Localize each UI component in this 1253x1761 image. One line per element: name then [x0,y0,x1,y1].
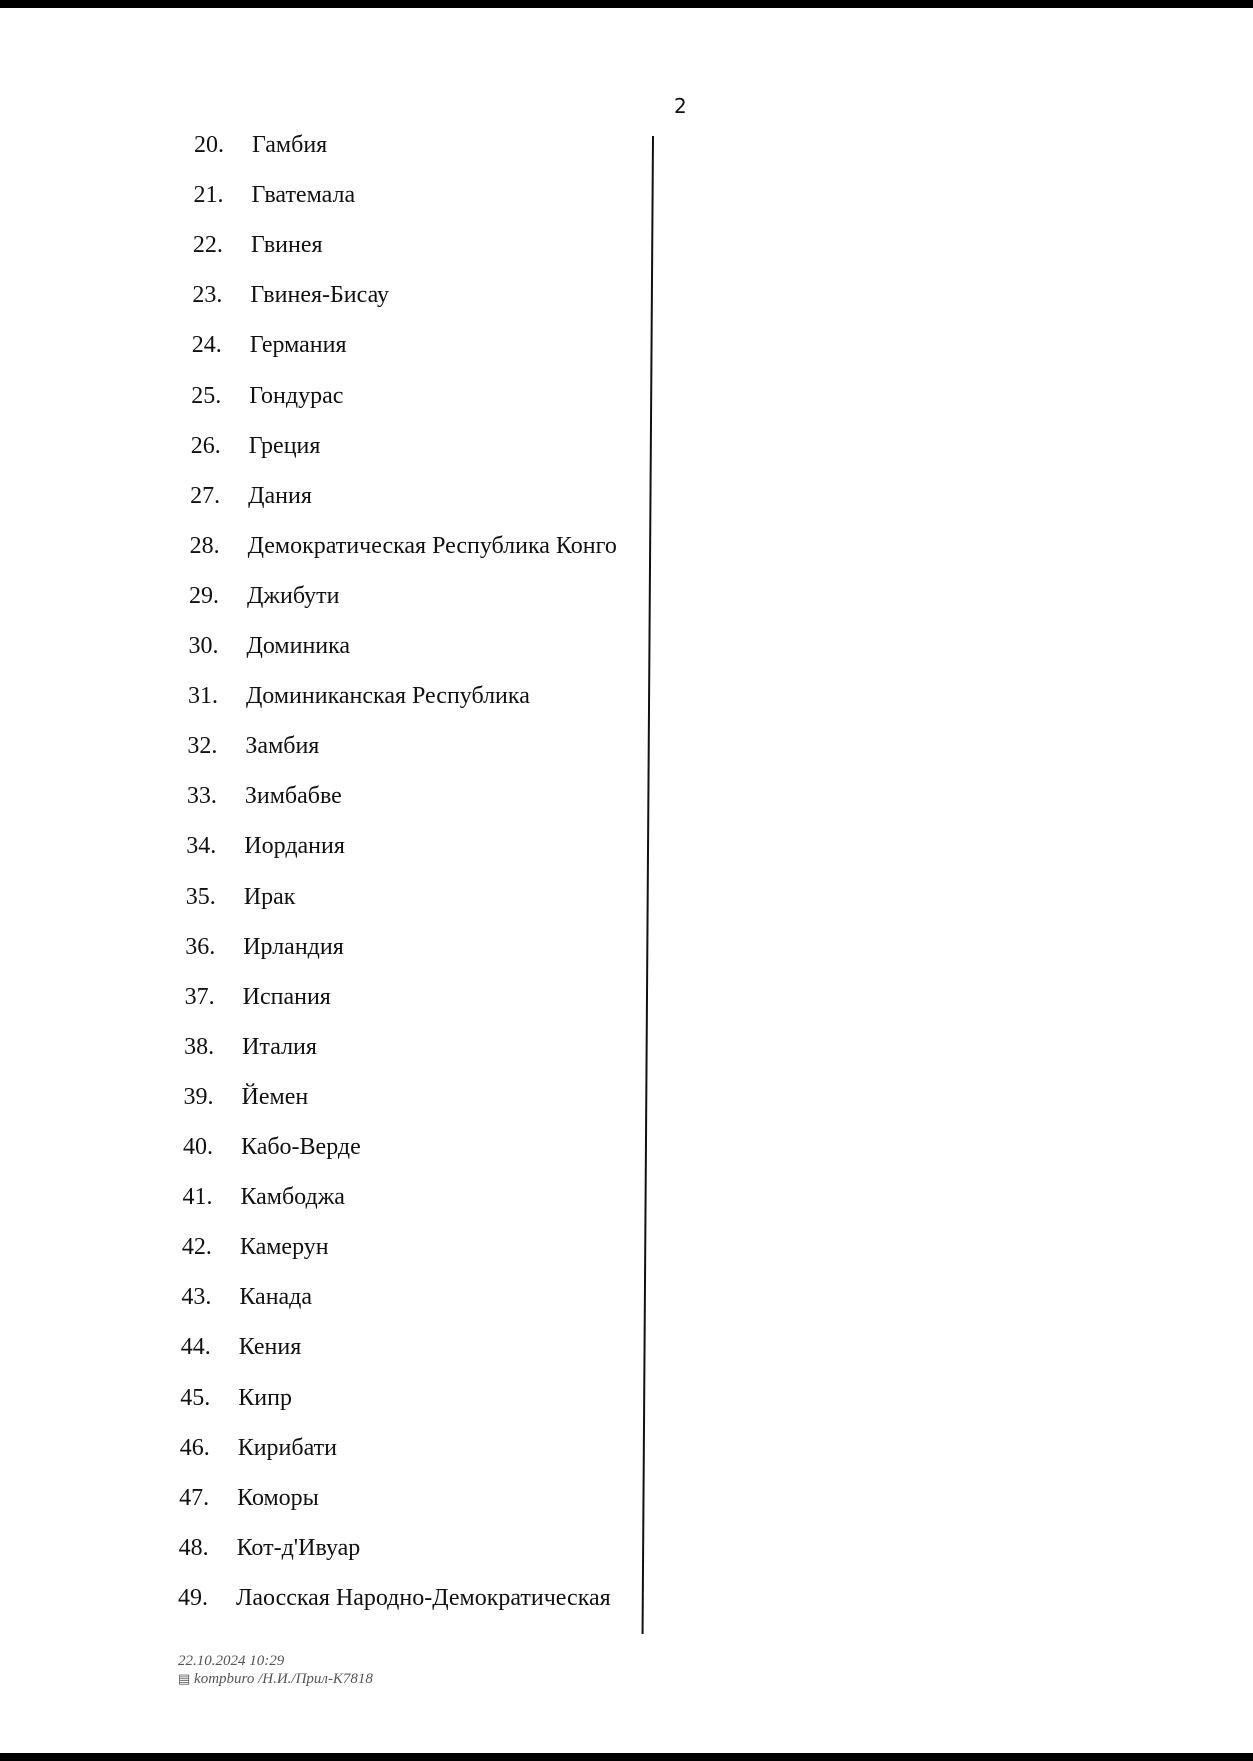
country-name: Греция [248,432,321,459]
item-number: 49. [178,1584,209,1611]
item-number: 22. [192,232,223,259]
country-name: Коморы [237,1484,319,1511]
list-item [185,930,344,964]
footer-path: kompburo /Н.И./Прил-К7818 [194,1671,373,1687]
item-number: 35. [185,883,216,910]
list-item [188,679,530,713]
list-item [191,429,321,463]
country-name: Кения [238,1334,302,1361]
item-number: 25. [191,382,222,409]
list-item [182,1180,345,1214]
country-name: Ирландия [243,933,344,960]
country-name: Кирибати [237,1434,337,1461]
country-name: Иордания [244,833,345,860]
item-number: 28. [189,532,220,559]
country-name: Йемен [241,1083,309,1110]
list-item [187,729,319,763]
country-name: Демократическая Республика Конго [247,532,617,559]
list-item [193,178,355,212]
list-item [192,328,347,362]
item-number: 38. [184,1033,215,1060]
list-item [186,829,345,863]
list-item [189,629,351,663]
list-item [181,1330,301,1364]
country-name: Джибути [247,582,340,609]
item-number: 30. [188,633,219,659]
country-name: Италия [242,1033,317,1060]
country-name: Гондурас [249,382,344,409]
list-item [190,529,617,563]
country-list [0,8,660,1648]
item-number: 34. [186,833,217,860]
country-name: Гамбия [252,132,328,158]
country-name: Кот-д'Ивуар [236,1534,361,1561]
item-number: 39. [183,1083,214,1110]
list-item [181,1280,312,1314]
footer-path-line [178,1670,373,1688]
country-name: Лаосская Народно-Демократическая [236,1584,611,1611]
country-name: Камерун [239,1234,329,1261]
country-name: Доминика [246,633,351,659]
list-item [192,278,389,312]
list-item [187,779,342,813]
list-item [190,479,312,513]
country-name: Дания [248,482,312,509]
item-number: 40. [183,1134,213,1160]
country-name: Испания [242,983,331,1010]
item-number: 37. [184,983,215,1010]
country-name: Германия [249,332,347,359]
list-item [182,1230,329,1264]
document-footer [178,1652,373,1688]
page-number: 2 [674,94,687,118]
country-name: Доминиканская Республика [245,683,530,710]
country-name: Замбия [245,733,320,760]
list-item [191,379,343,413]
document-icon: ▤ [178,1671,191,1686]
list-item [184,1030,317,1064]
item-number: 41. [182,1184,213,1211]
list-item [185,980,331,1014]
item-number: 43. [181,1284,212,1311]
item-number: 46. [179,1434,210,1461]
item-number: 45. [180,1384,211,1411]
list-item [179,1531,361,1565]
item-number: 36. [185,933,216,960]
item-number: 42. [181,1234,212,1261]
country-name: Гвинея [250,232,323,259]
item-number: 27. [190,482,221,509]
item-number: 26. [190,432,221,459]
country-name: Гвинея-Бисау [250,282,390,309]
item-number: 20. [194,132,224,158]
item-number: 33. [186,783,217,810]
list-item [194,128,327,162]
item-number: 21. [193,182,224,209]
country-name: Зимбабве [244,783,342,810]
country-name: Кабо-Верде [241,1134,361,1160]
list-item [178,1581,611,1615]
item-number: 48. [178,1534,209,1561]
footer-timestamp: 22.10.2024 10:29 [178,1653,285,1669]
document-page [0,8,1253,1753]
country-name: Ирак [243,883,296,910]
list-item [180,1431,337,1465]
item-number: 32. [187,733,218,760]
item-number: 44. [180,1334,211,1361]
list-item [180,1381,292,1415]
list-item [179,1481,319,1515]
list-item [189,579,339,613]
item-number: 47. [179,1484,210,1511]
list-item [186,880,296,914]
list-item [193,228,323,262]
country-name: Канада [239,1284,313,1311]
item-number: 29. [189,582,220,609]
country-name: Гватемала [251,182,356,209]
list-item [184,1080,309,1114]
list-item [183,1130,361,1164]
country-name: Кипр [238,1384,292,1411]
item-number: 24. [191,332,222,359]
item-number: 23. [192,282,223,309]
item-number: 31. [187,683,218,710]
country-name: Камбоджа [240,1184,345,1211]
